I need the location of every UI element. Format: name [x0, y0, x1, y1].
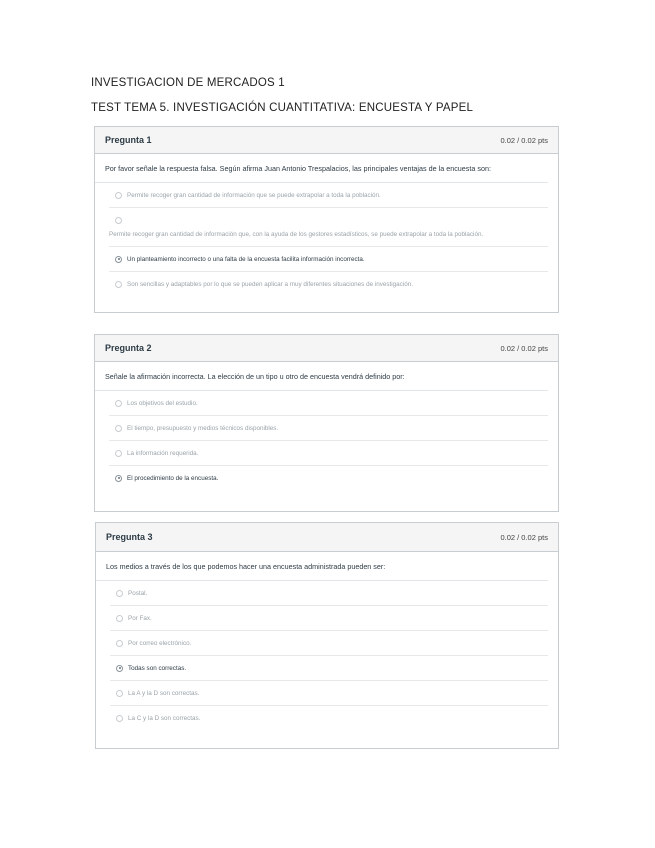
question-card-3	[95, 522, 559, 749]
answer-option[interactable]	[109, 183, 548, 208]
document-header	[91, 75, 571, 116]
radio-icon[interactable]	[116, 640, 123, 647]
answer-option[interactable]	[109, 391, 548, 416]
answer-option-selected[interactable]	[110, 656, 548, 681]
question-points: 0.02 / 0.02 pts	[500, 135, 548, 145]
answer-label: Postal.	[128, 589, 148, 597]
question-points: 0.02 / 0.02 pts	[500, 532, 548, 542]
answer-list	[95, 391, 558, 490]
answer-label: El procedimiento de la encuesta.	[127, 474, 219, 482]
answer-label: La A y la D son correctas.	[128, 689, 200, 697]
answer-label: Permite recoger gran cantidad de información que se puede extrapolar a toda la población.	[127, 191, 381, 199]
test-title: TEST TEMA 5. INVESTIGACIÓN CUANTITATIVA: ENCUESTA Y PAPEL	[91, 102, 474, 114]
question-header	[95, 335, 558, 362]
answer-option[interactable]	[110, 706, 548, 730]
answer-option[interactable]	[109, 416, 548, 441]
answer-label: Son sencillas y adaptables por lo que se pueden aplicar a muy diferentes situaciones de investigación.	[127, 280, 413, 288]
question-name: Pregunta 2	[105, 343, 152, 353]
answer-label: La C y la D son correctas.	[128, 714, 201, 722]
radio-selected-icon[interactable]	[115, 475, 122, 482]
question-header	[95, 127, 558, 154]
radio-icon[interactable]	[115, 192, 122, 199]
answer-label: Todas son correctas.	[128, 664, 187, 672]
question-name: Pregunta 1	[105, 135, 152, 145]
radio-icon[interactable]	[116, 715, 123, 722]
answer-option-selected[interactable]	[109, 466, 548, 490]
radio-icon[interactable]	[115, 217, 122, 224]
answer-option[interactable]	[110, 581, 548, 606]
question-points: 0.02 / 0.02 pts	[500, 343, 548, 353]
radio-icon[interactable]	[116, 590, 123, 597]
answer-option[interactable]	[110, 681, 548, 706]
radio-icon[interactable]	[116, 690, 123, 697]
radio-icon[interactable]	[115, 425, 122, 432]
answer-option-selected[interactable]	[109, 247, 548, 272]
question-card-1	[94, 126, 559, 313]
answer-label: Por correo electrónico.	[128, 639, 192, 647]
radio-icon[interactable]	[116, 615, 123, 622]
course-title: INVESTIGACION DE MERCADOS 1	[91, 77, 285, 89]
answer-option[interactable]	[109, 208, 548, 247]
answer-label: Permite recoger gran cantidad de información que, con la ayuda de los gestores estadísticos, se puede extrapolar a toda la población.	[109, 230, 484, 238]
radio-icon[interactable]	[115, 281, 122, 288]
question-text: Por favor señale la respuesta falsa. Según afirma Juan Antonio Trespalacios, las principales ventajas de la encuesta son:	[95, 154, 548, 183]
radio-selected-icon[interactable]	[116, 665, 123, 672]
answer-option[interactable]	[110, 606, 548, 631]
answer-label: El tiempo, presupuesto y medios técnicos disponibles.	[127, 424, 279, 432]
answer-label: La información requerida.	[127, 449, 199, 457]
question-text: Señale la afirmación incorrecta. La elección de un tipo u otro de encuesta vendrá definido por:	[95, 362, 548, 391]
radio-icon[interactable]	[115, 400, 122, 407]
answer-label: Por Fax.	[128, 614, 152, 622]
answer-option[interactable]	[109, 272, 548, 296]
question-text: Los medios a través de los que podemos hacer una encuesta administrada pueden ser:	[96, 552, 548, 581]
answer-list	[96, 581, 558, 730]
radio-icon[interactable]	[115, 450, 122, 457]
radio-selected-icon[interactable]	[115, 256, 122, 263]
question-name: Pregunta 3	[106, 532, 153, 542]
answer-option[interactable]	[110, 631, 548, 656]
answer-list	[95, 183, 558, 296]
question-card-2	[94, 334, 559, 512]
question-header	[96, 523, 558, 552]
answer-label: Un planteamiento incorrecto o una falta de la encuesta facilita información incorrecta.	[127, 255, 365, 263]
answer-option[interactable]	[109, 441, 548, 466]
answer-label: Los objetivos del estudio.	[127, 399, 198, 407]
